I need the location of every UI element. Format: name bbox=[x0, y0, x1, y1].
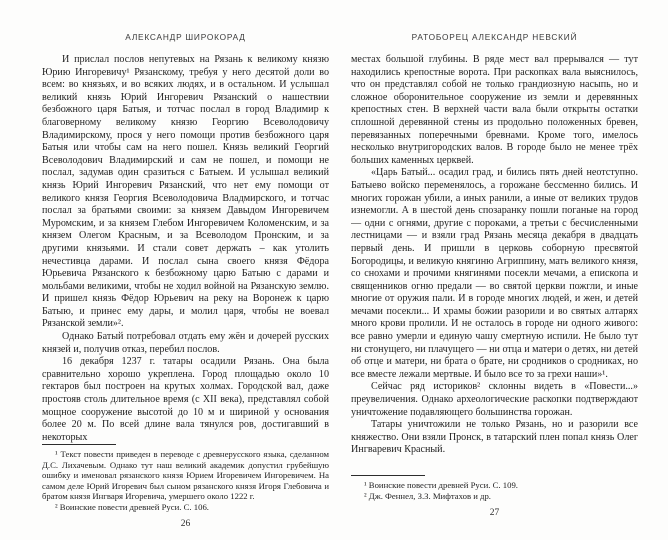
footnote: ¹ Воинские повести древней Руси. С. 109. bbox=[364, 480, 518, 490]
left-page-running-header: АЛЕКСАНДР ШИРОКОРАД bbox=[125, 32, 246, 42]
left-page bbox=[42, 0, 329, 540]
footnote: ² Дж. Феннел, З.З. Мифтахов и др. bbox=[364, 490, 491, 501]
footnote: ² Воинские повести древней Руси. С. 106. bbox=[55, 501, 209, 512]
left-footnote-block bbox=[42, 444, 329, 512]
right-body-paragraph: Сейчас ряд историков² склонны видеть в «Повести...» преувеличения. Однако археологические раскопки подтверждают уничтожение подавляющего большинства горожан. bbox=[351, 381, 638, 418]
right-page-running-header: РАТОБОРЕЦ АЛЕКСАНДР НЕВСКИЙ bbox=[411, 32, 578, 42]
right-page bbox=[351, 0, 638, 540]
footnote-separator bbox=[351, 475, 425, 476]
right-body-paragraph: «Царь Батый... осадил град, и бились пять дней неотступно. Батыево войско переменялось, а горожане бессменно бились. И многих горожан убили, а иных ранили, а иные от великих трудов изнемогли. А в шестой день спозаранку пошли поганые на город — одни с огнями, другие с пороками, а третьи с бесчисленными лестницами — и взяли град Рязань месяца декабря в двадцать первый день. И пришли в церковь соборную пресвятой Богородицы, и великую княгиню Агриппину, мать великого князя, со снохами и прочими княгинями посекли мечами, а епископа и священников огню предали — во святой церкви пожгли, и иные многие от оружия пали. И в городе многих людей, и жен, и детей мечами посекли... И храмы божии разорили и во святых алтарях много крови пролили. И не осталось в городе ни одного живого: все равно умерли и единую чашу смертную испили. Не было тут ни стонущего, ни плачущего — ни отца и матери о детях, ни детей об отце и матери, ни брата о брате, ни сродников о сродниках, но все вместе лежали мертвые. И было все то за грехи наши»¹. bbox=[351, 167, 638, 380]
right-body-paragraph: Татары уничтожили не только Рязань, но и разорили все княжество. Они взяли Пронск, в татарский плен попал князь Олег Ингваревич Красный. bbox=[351, 419, 638, 456]
right-page-number: 27 bbox=[489, 508, 500, 518]
footnote: ¹ Текст повести приведен в переводе с древнерусского языка, сделанном Д.С. Лихачевым. Однако тут наш великий академик допустил грубейшую ошибку и именовал рязанского князя Юрием Игоревичем Ингоревичем. На самом деле Юрий Игоревич был сыном рязанского князя Игоря Глебовича и братом князя Ингваря Игоревича, умершего около 1222 г. bbox=[42, 449, 329, 502]
left-body-paragraph: Однако Батый потребовал отдать ему жён и дочерей русских князей и, получив отказ, перебил послов. bbox=[42, 331, 329, 355]
right-footnote-block bbox=[351, 475, 638, 501]
left-body-paragraph: И прислал послов непутевых на Рязань к великому князю Юрию Ингоревичу¹ Рязанскому, требуя у него десятой доли во всем: во князьях, и во всяких людях, и в остальном. И услышал великий князь Юрий Ингоревич Рязанский о нашествии безбожного царя Батыя, и тотчас послал в город Владимир к благоверному великому князю Георгию Всеволодовичу Владимирскому, прося у него помощи против безбожного царя Батыя или чтобы сам на него пошел. Князь великий Георгий Всеволодович Владимирский и сам не пошел, и помощи не послал, задумав один сразиться с Батыем. И услышал великий князь Юрий Ингоревич Рязанский, что нет ему помощи от великого князя Георгия Всеволодовича Владмирского, и тотчас послал за братьями своими: за князем Давыдом Ингоревичем Муромским, и за князем Глебом Ингоревичем Коломенским, и за князем Олегом Красным, и за Всеволодом Пронским, и за другими князьями. И стали совет держать – как утолить нечестивца дарами. И послал сына своего князя Фёдора Юрьевича Рязанского к безбожному царю Батыю с дарами и мольбами великими, чтобы не ходил войной на Рязанскую землю. И пришел князь Фёдор Юрьевич на реку на Воронеж к царю Батыю, и принес ему дары, и молил царя, чтобы не воевал Рязанской земли»². bbox=[42, 54, 329, 330]
left-page-number: 26 bbox=[180, 519, 191, 530]
footnote-separator bbox=[42, 444, 116, 445]
left-page-body bbox=[42, 54, 329, 444]
left-body-paragraph: 16 декабря 1237 г. татары осадили Рязань. Она была сравнительно хорошо укреплена. Город площадью около 10 гектаров был построен на крутых холмах. Городской вал, даже простояв столь длительное время (с XII века), представлял собой мощное сооружение высотой до 10 м и шириной у основания более 20 м. По всей длине вала тянулся ров, достигавший в некоторых bbox=[42, 356, 329, 443]
right-page-body bbox=[351, 54, 638, 457]
right-body-paragraph: местах большой глубины. В ряде мест вал прерывался — тут находились крепостные ворота. При раскопках вала выяснилось, что он представлял собой не только грандиозную насыпь, но и сложное оборонительное сооружение из земли и деревянных крепостных стен. В верхней части вала были открыты остатки сплошной деревянной стены из продольно положенных бревен, перевязанных поперечными бревнами. Кроме того, имелось несколько внутригородских валов. В городе было не менее трёх больших каменных церквей. bbox=[351, 54, 638, 166]
